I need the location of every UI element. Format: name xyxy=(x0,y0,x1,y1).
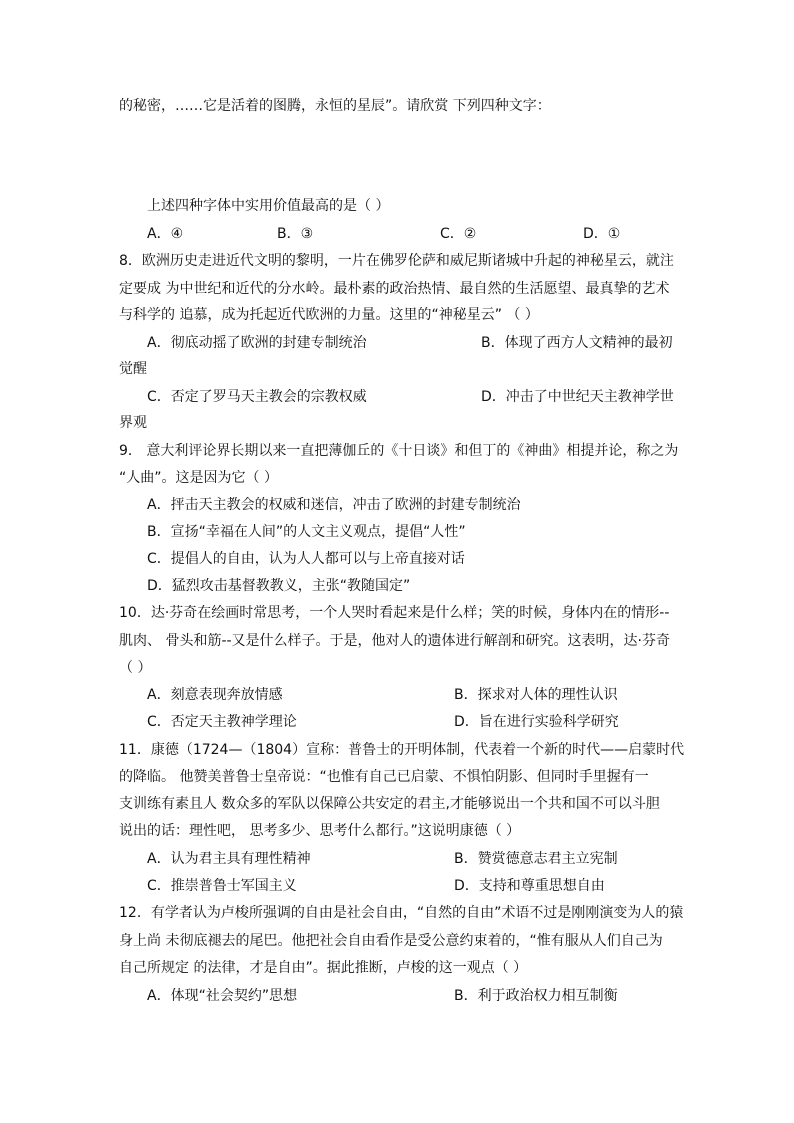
q8-line-1: 8．欧洲历史走进近代文明的黎明，一片在佛罗伦萨和威尼斯诸城中升起的神秘星云，就注 xyxy=(119,253,674,269)
q11-line-3: 支训练有素且人 数众多的军队以保障公共安定的君主,才能够说出一个共和国不可以斗胆 xyxy=(119,796,660,812)
q10-line-1: 10．达·芬奇在绘画时常思考，一个人哭时看起来是什么样；笑的时候，身体内在的情形-- xyxy=(119,605,670,621)
q10-line-2: 肌肉、 骨头和筋--又是什么样子。于是，他对人的遗体进行解剖和研究。这表明，达·芬奇 xyxy=(119,633,671,649)
q7-intro-tail: 的秘密，……它是活着的图腾，永恒的星辰”。请欣赏 下列四种文字： xyxy=(119,98,551,114)
q7-option-a[interactable]: A．④ xyxy=(147,226,184,242)
q8-option-b-cont: 觉醒 xyxy=(119,361,147,377)
q8-option-d-cont: 界观 xyxy=(119,415,147,431)
q11-option-a[interactable]: A．认为君主具有理性精神 xyxy=(147,851,311,867)
q9-line-2: “人曲”。这是因为它（ ） xyxy=(119,470,278,486)
q7-question: 上述四种字体中实用价值最高的是（ ） xyxy=(147,198,390,214)
q8-option-b[interactable]: B．体现了西方人文精神的最初 xyxy=(481,335,673,351)
q11-option-b[interactable]: B．赞赏德意志君主立宪制 xyxy=(454,851,618,867)
q7-option-d[interactable]: D．① xyxy=(583,226,621,242)
q7-options xyxy=(0,227,794,245)
q11-line-2: 的降临。 他赞美普鲁士皇帝说：“也惟有自己已启蒙、不惧怕阴影、但同时手里握有一 xyxy=(119,769,649,785)
q10-option-c[interactable]: C．否定天主教神学理论 xyxy=(147,714,297,730)
q11-option-c[interactable]: C．推崇普鲁士军国主义 xyxy=(147,878,297,894)
q9-option-b[interactable]: B．宣扬“幸福在人间”的人文主义观点，提倡“人性” xyxy=(147,524,466,540)
q8-option-d[interactable]: D．冲击了中世纪天主教神学世 xyxy=(481,389,674,405)
q10-option-a[interactable]: A．刻意表现奔放情感 xyxy=(147,687,283,703)
q11-option-d[interactable]: D．支持和尊重思想自由 xyxy=(454,878,605,894)
q9-line-1: 9． 意大利评论界长期以来一直把薄伽丘的《十日谈》和但丁的《神曲》相提并论，称之为 xyxy=(119,443,679,459)
q8-line-2: 定要成 为中世纪和近代的分水岭。最朴素的政治热情、最自然的生活愿望、最真挚的艺术 xyxy=(119,281,670,297)
q12-option-b[interactable]: B．利于政治权力相互制衡 xyxy=(454,988,618,1004)
q12-line-3: 自己所规定 的法律，才是自由”。据此推断，卢梭的这一观点（ ） xyxy=(119,960,528,976)
q12-line-1: 12．有学者认为卢梭所强调的自由是社会自由，“自然的自由”术语不过是刚刚演变为人的猿 xyxy=(119,905,684,921)
q9-option-c[interactable]: C．提倡人的自由，认为人人都可以与上帝直接对话 xyxy=(147,551,465,567)
q8-option-c[interactable]: C．否定了罗马天主教会的宗教权威 xyxy=(147,389,367,405)
q8-option-a[interactable]: A．彻底动摇了欧洲的封建专制统治 xyxy=(147,335,367,351)
q9-option-a[interactable]: A．抨击天主教会的权威和迷信，冲击了欧洲的封建专制统治 xyxy=(147,497,521,513)
q9-option-d[interactable]: D．猛烈攻击基督教教义，主张“教随国定” xyxy=(147,578,411,594)
q10-line-3: （ ） xyxy=(119,660,152,676)
q8-line-3: 与科学的 追慕，成为托起近代欧洲的力量。这里的“神秘星云” （ ） xyxy=(119,307,539,323)
q10-option-b[interactable]: B．探求对人体的理性认识 xyxy=(454,687,618,703)
q12-option-a[interactable]: A．体现“社会契约”思想 xyxy=(147,988,298,1004)
q11-line-1: 11．康德（1724—（1804）宣称：普鲁士的开明体制，代表着一个新的时代——启蒙时代 xyxy=(119,742,685,758)
q12-line-2: 身上尚 未彻底褪去的尾巴。他把社会自由看作是受公意约束着的，“惟有服从人们自己为 xyxy=(119,933,663,949)
q11-line-4: 说出的话：理性吧， 思考多少、思考什么都行。”这说明康德（ ） xyxy=(119,823,521,839)
q7-option-b[interactable]: B．③ xyxy=(277,226,314,242)
q10-option-d[interactable]: D．旨在进行实验科学研究 xyxy=(454,714,619,730)
q7-option-c[interactable]: C．② xyxy=(440,226,477,242)
